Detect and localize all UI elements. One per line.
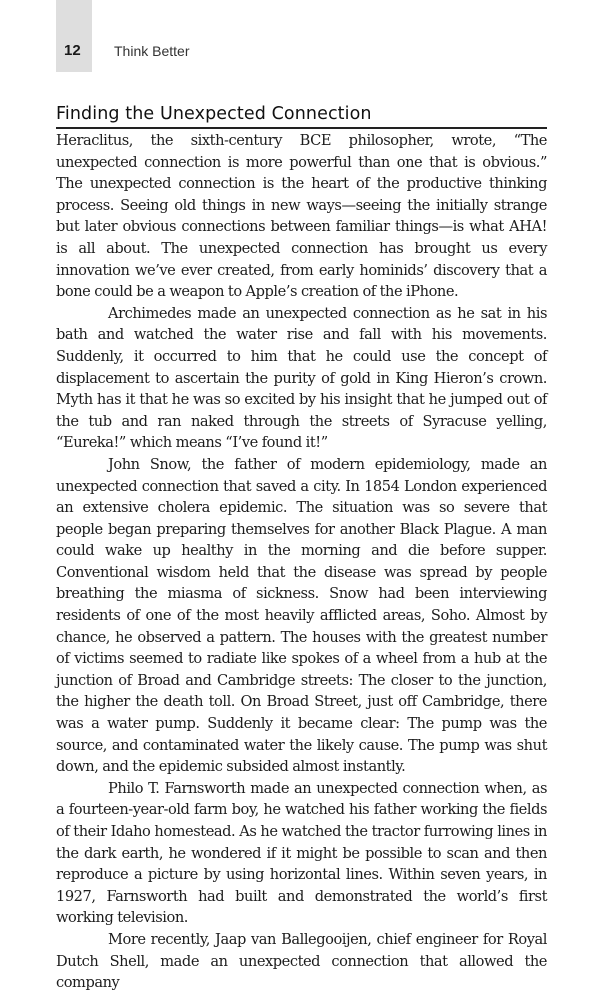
page-number-tab: [56, 0, 92, 72]
body-text: [56, 130, 547, 994]
section-heading: Finding the Unexpected Connection: [56, 104, 372, 124]
paragraph-farnsworth: Philo T. Farnsworth made an unexpected connection when, as a fourteen-year-old farm boy, he watched his father working the fields of their Idaho homestead. As he watched the tractor furrowing lines in the dark earth, he wondered if it might be possible to scan and then reproduce a picture by using horizontal lines. Within seven years, in 1927, Farnsworth had built and demonstrated the world’s first working television.: [56, 779, 547, 927]
paragraph-heraclitus: Heraclitus, the sixth-century BCE philosopher, wrote, “The unexpected connection is more powerful than one that is obvious.” The unexpected connection is the heart of the productive thinking process. Seeing old things in new ways—seeing the initially strange but later obvious connections between familiar things—is what AHA! is all about. The unexpected connection has brought us every innovation we’ve ever created, from early hominids’ discovery that a bone could be a weapon to Apple’s creation of the iPhone.: [56, 132, 547, 301]
running-head-title: Think Better: [114, 43, 190, 59]
page-number: 12: [64, 42, 81, 59]
paragraph-john-snow: John Snow, the father of modern epidemiology, made an unexpected connection that saved a city. In 1854 London experienced an extensive cholera epidemic. The situation was so severe that people began preparing themselves for another Black Plague. A man could wake up healthy in the morning and die before supper. Conventional wisdom held that the disease was spread by people breathing the miasma of sickness. Snow had been interviewing residents of one of the most heavily afflicted areas, Soho. Almost by chance, he observed a pattern. The houses with the greatest number of victims seemed to radiate like spokes of a wheel from a hub at the junction of Broad and Cambridge streets: The closer to the junction, the higher the death toll. On Broad Street, just off Cambridge, there was a water pump. Suddenly it became clear: The pump was the source, and contaminated water the likely cause. The pump was shut down, and the epidemic subsided almost instantly.: [56, 455, 547, 776]
paragraph-van-ballegooijen: More recently, Jaap van Ballegooijen, chief engineer for Royal Dutch Shell, made an unexpected connection that allowed the company: [56, 930, 547, 992]
heading-rule: [56, 127, 547, 129]
paragraph-archimedes: Archimedes made an unexpected connection as he sat in his bath and watched the water rise and fall with his movements. Suddenly, it occurred to him that he could use the concept of displacement to ascertain the purity of gold in King Hieron’s crown. Myth has it that he was so excited by his insight that he jumped out of the tub and ran naked through the streets of Syracuse yelling, “Eureka!” which means “I’ve found it!”: [56, 304, 547, 452]
